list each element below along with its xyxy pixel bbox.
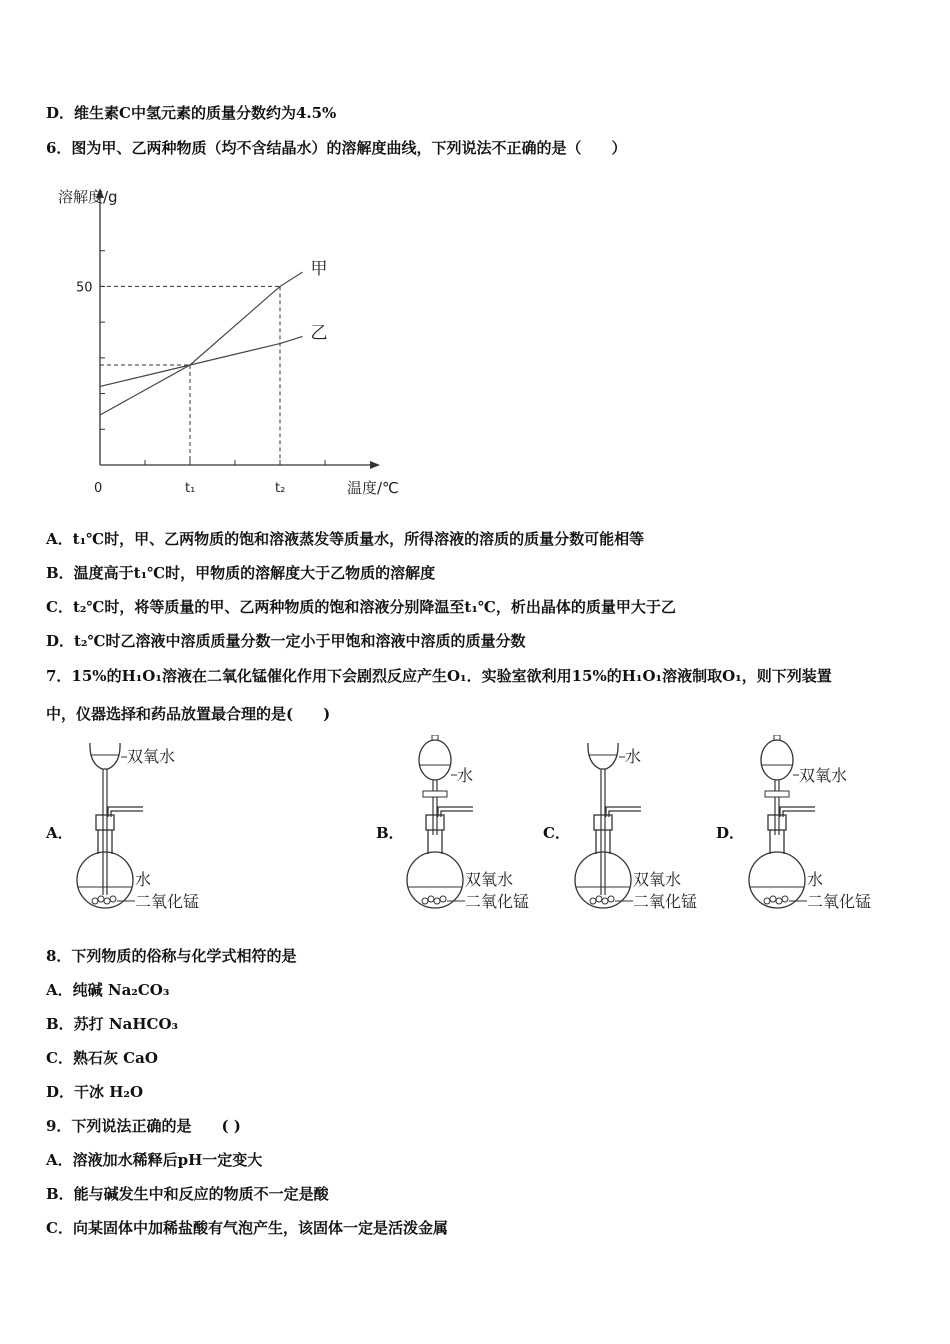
q9-option-b: B．能与碱发生中和反应的物质不一定是酸 <box>46 1185 329 1203</box>
mno2-particle <box>782 896 788 902</box>
y-axis-label: 溶解度/g <box>58 188 118 206</box>
sep-funnel-stopper <box>774 735 780 740</box>
long-neck-funnel <box>588 743 618 769</box>
flask-bulb <box>575 852 631 908</box>
mno2-particle <box>596 896 602 902</box>
flask-bulb <box>407 852 463 908</box>
mno2-particle <box>608 896 614 902</box>
q9-stem: 9．下列说法正确的是 ( ) <box>46 1117 241 1135</box>
q8-option-c: C．熟石灰 CaO <box>46 1049 158 1067</box>
label-solid-d: 二氧化锰 <box>807 892 872 911</box>
q7-stem-2: 中，仪器选择和药品放置最合理的是( ) <box>46 705 331 723</box>
stopper <box>594 815 612 830</box>
q7-option-a-label: A． <box>46 824 73 842</box>
flask-bulb <box>77 852 133 908</box>
q7-option-d-label: D． <box>716 824 745 842</box>
x-tick-label-t2: t₂ <box>275 481 286 496</box>
q6-option-d: D．t₂℃时乙溶液中溶质质量分数一定小于甲饱和溶液中溶质的质量分数 <box>46 632 526 650</box>
mno2-particle <box>602 898 608 904</box>
x-axis-arrow <box>370 461 380 469</box>
sep-funnel-stopper <box>432 735 438 740</box>
gas-outlet-tube-inner <box>609 811 641 817</box>
q7-stem-1: 7．15%的H₁O₁溶液在二氧化锰催化作用下会剧烈反应产生O₁．实验室欲利用15%的H₁O₁溶液制取O₁，则下列装置 <box>46 667 832 685</box>
q9-option-c: C．向某固体中加稀盐酸有气泡产生，该固体一定是活泼金属 <box>46 1219 448 1237</box>
series-line-yi <box>100 336 303 386</box>
q7-apparatus-d <box>742 735 892 920</box>
y-tick-label-50: 50 <box>76 280 93 296</box>
mno2-particle <box>590 898 596 904</box>
mno2-particle <box>428 896 434 902</box>
label-solid-c: 二氧化锰 <box>633 892 698 911</box>
gas-outlet-tube-inner <box>441 811 473 817</box>
q7-option-b-label: B． <box>376 824 404 842</box>
label-top-c: 水 <box>625 747 642 766</box>
q6-option-b: B．温度高于t₁℃时，甲物质的溶解度大于乙物质的溶解度 <box>46 564 436 582</box>
q6-stem: 6．图为甲、乙两种物质（均不含结晶水）的溶解度曲线，下列说法不正确的是（ ） <box>46 139 627 157</box>
series-label-jia: 甲 <box>310 259 328 280</box>
q8-stem: 8．下列物质的俗称与化学式相符的是 <box>46 947 297 965</box>
q7-option-c-label: C． <box>543 824 570 842</box>
gas-outlet-tube-inner <box>783 811 815 817</box>
mno2-particle <box>770 896 776 902</box>
stopper <box>96 815 114 830</box>
q7-apparatus-c <box>568 735 718 920</box>
mno2-particle <box>92 898 98 904</box>
q6-option-c: C．t₂℃时，将等质量的甲、乙两种物质的饱和溶液分别降温至t₁℃，析出晶体的质量甲大于乙 <box>46 598 676 616</box>
q8-option-b: B．苏打 NaHCO₃ <box>46 1015 179 1033</box>
sep-funnel-body <box>419 740 451 780</box>
label-liquid-a: 水 <box>135 870 152 889</box>
stopper <box>768 815 786 830</box>
q7-apparatus-b <box>400 735 545 920</box>
q8-option-a: A．纯碱 Na₂CO₃ <box>46 981 170 999</box>
label-top-b: 水 <box>457 766 474 785</box>
solubility-chart <box>50 180 430 500</box>
x-axis-label: 温度/℃ <box>347 479 399 497</box>
q6-option-a: A．t₁℃时，甲、乙两物质的饱和溶液蒸发等质量水，所得溶液的溶质的质量分数可能相等 <box>46 530 645 548</box>
label-liquid-b: 双氧水 <box>465 870 514 889</box>
mno2-particle <box>104 898 110 904</box>
q8-option-d: D．干冰 H₂O <box>46 1083 144 1101</box>
mno2-particle <box>422 898 428 904</box>
flask-bulb <box>749 852 805 908</box>
label-liquid-c: 双氧水 <box>633 870 682 889</box>
long-neck-funnel <box>90 743 120 769</box>
label-top-d: 双氧水 <box>799 766 848 785</box>
stopcock <box>423 791 447 797</box>
label-top-a: 双氧水 <box>127 747 176 766</box>
stopper <box>426 815 444 830</box>
q5-option-d: D．维生素C中氢元素的质量分数约为4.5% <box>46 104 337 122</box>
mno2-particle <box>440 896 446 902</box>
label-liquid-d: 水 <box>807 870 824 889</box>
sep-funnel-body <box>761 740 793 780</box>
x-tick-label-t1: t₁ <box>185 481 196 496</box>
q9-option-a: A．溶液加水稀释后pH一定变大 <box>46 1151 263 1169</box>
label-solid-a: 二氧化锰 <box>135 892 200 911</box>
origin-label: 0 <box>94 481 103 496</box>
gas-outlet-tube-inner <box>111 811 143 817</box>
series-label-yi: 乙 <box>310 323 328 344</box>
mno2-particle <box>764 898 770 904</box>
q7-apparatus-a <box>70 735 250 920</box>
mno2-particle <box>776 898 782 904</box>
stopcock <box>765 791 789 797</box>
mno2-particle <box>98 896 104 902</box>
mno2-particle <box>434 898 440 904</box>
mno2-particle <box>110 896 116 902</box>
label-solid-b: 二氧化锰 <box>465 892 530 911</box>
series-line-jia <box>100 272 303 415</box>
